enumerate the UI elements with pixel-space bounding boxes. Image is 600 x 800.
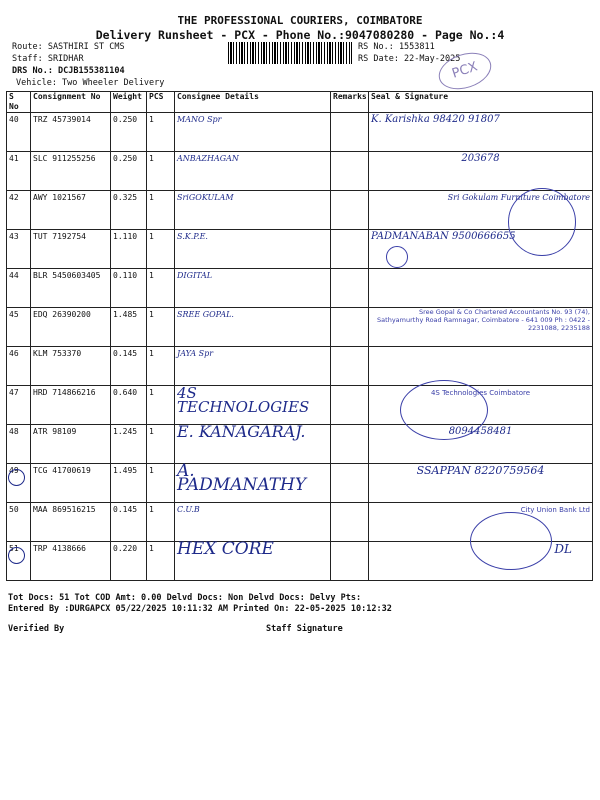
table-row <box>7 230 593 269</box>
remarks <box>331 386 369 425</box>
pcs: 1 <box>147 464 175 503</box>
circle-mark-icon <box>8 469 25 486</box>
rs-number: RS No.: 1553811 <box>358 42 435 52</box>
table-header-row <box>7 92 593 113</box>
col-consignment-no: Consignment No <box>31 92 111 113</box>
weight: 1.485 <box>111 308 147 347</box>
sno: 47 <box>7 386 31 425</box>
sno-value: 49 <box>9 466 19 475</box>
consignment-no: ATR 98109 <box>31 425 111 464</box>
consignee-details: SREE GOPAL. <box>175 308 331 347</box>
pcs: 1 <box>147 113 175 152</box>
consignment-no: TUT 7192754 <box>31 230 111 269</box>
weight: 0.220 <box>111 542 147 581</box>
sno: 48 <box>7 425 31 464</box>
sno-value: 51 <box>9 544 19 553</box>
table-row <box>7 269 593 308</box>
consignment-no: AWY 1021567 <box>31 191 111 230</box>
weight: 0.145 <box>111 503 147 542</box>
table-row <box>7 425 593 464</box>
col-sno: S No <box>7 92 31 113</box>
weight: 0.640 <box>111 386 147 425</box>
table-row <box>7 191 593 230</box>
seal-signature <box>369 269 593 308</box>
sno: 46 <box>7 347 31 386</box>
bank-seal-icon <box>470 512 552 570</box>
remarks <box>331 347 369 386</box>
consignment-no: SLC 911255256 <box>31 152 111 191</box>
table-row <box>7 464 593 503</box>
sno: 43 <box>7 230 31 269</box>
consignment-no: BLR 5450603405 <box>31 269 111 308</box>
seal-signature: 4S Technologies Coimbatore <box>369 386 593 425</box>
remarks <box>331 230 369 269</box>
rs-date: RS Date: 22-May-2025 <box>358 54 461 64</box>
table-row <box>7 308 593 347</box>
small-circle-icon <box>386 246 408 268</box>
staff-signature: Staff Signature <box>266 624 343 634</box>
remarks <box>331 308 369 347</box>
consignee-details: ANBAZHAGAN <box>175 152 331 191</box>
seal-signature <box>369 347 593 386</box>
company-name: THE PROFESSIONAL COURIERS, COIMBATORE <box>177 14 423 27</box>
seal-signature: 8094458481 <box>369 425 593 464</box>
remarks <box>331 503 369 542</box>
consignment-no: HRD 714866216 <box>31 386 111 425</box>
barcode <box>228 42 352 64</box>
vehicle: Vehicle: Two Wheeler Delivery <box>16 78 165 88</box>
pcs: 1 <box>147 503 175 542</box>
remarks <box>331 542 369 581</box>
consignee-details: JAYA Spr <box>175 347 331 386</box>
sno <box>7 464 31 503</box>
route: Route: SASTHIRI ST CMS <box>12 42 125 52</box>
col-pcs: PCS <box>147 92 175 113</box>
consignee-details: 4S TECHNOLOGIES <box>175 386 331 425</box>
consignee-details: S.K.P.E. <box>175 230 331 269</box>
remarks <box>331 464 369 503</box>
col-seal-signature: Seal & Signature <box>369 92 593 113</box>
weight: 0.325 <box>111 191 147 230</box>
consignment-no: EDQ 26390200 <box>31 308 111 347</box>
pcx-stamp: PCX <box>434 46 496 95</box>
drs-number: DRS No.: DCJB155381104 <box>12 66 125 76</box>
entered-by-line: Entered By :DURGAPCX 05/22/2025 10:11:32 AM Printed On: 22-05-2025 10:12:32 <box>8 604 392 614</box>
consignment-no: KLM 753370 <box>31 347 111 386</box>
weight: 1.110 <box>111 230 147 269</box>
col-remarks: Remarks <box>331 92 369 113</box>
pcs: 1 <box>147 269 175 308</box>
pcs: 1 <box>147 308 175 347</box>
seal-signature: Sri Gokulam Furniture Coimbatore <box>369 191 593 230</box>
sno: 40 <box>7 113 31 152</box>
sno: 45 <box>7 308 31 347</box>
pcs: 1 <box>147 425 175 464</box>
seal-signature: K. Karishka 98420 91807 <box>369 113 593 152</box>
remarks <box>331 425 369 464</box>
remarks <box>331 152 369 191</box>
weight: 1.245 <box>111 425 147 464</box>
sno: 50 <box>7 503 31 542</box>
consignment-no: TRZ 45739014 <box>31 113 111 152</box>
table-row <box>7 347 593 386</box>
totals-line: Tot Docs: 51 Tot COD Amt: 0.00 Delvd Docs: Non Delvd Docs: Delvy Pts: <box>8 593 362 603</box>
pcs: 1 <box>147 386 175 425</box>
consignee-details: MANO Spr <box>175 113 331 152</box>
weight: 0.110 <box>111 269 147 308</box>
runsheet-table <box>6 91 593 581</box>
consignee-details: DIGITAL <box>175 269 331 308</box>
gokulam-seal-icon <box>508 188 576 256</box>
seal-signature: Sree Gopal & Co Chartered Accountants No. 93 (74), Sathyamurthy Road Ramnagar, Coimbatore - 641 009 Ph : 0422 - 2231088, 2235188 <box>369 308 593 347</box>
sno: 42 <box>7 191 31 230</box>
table-row <box>7 113 593 152</box>
seal-signature: 203678 <box>369 152 593 191</box>
pcs: 1 <box>147 191 175 230</box>
col-consignee: Consignee Details <box>175 92 331 113</box>
weight: 1.495 <box>111 464 147 503</box>
seal-signature: DL <box>369 542 593 581</box>
technologies-seal-icon <box>400 380 488 440</box>
seal-signature: PADMANABAN 9500666655 <box>369 230 593 269</box>
circle-mark-icon <box>8 547 25 564</box>
table-row <box>7 152 593 191</box>
table-row <box>7 386 593 425</box>
weight: 0.250 <box>111 152 147 191</box>
seal-signature: City Union Bank Ltd <box>369 503 593 542</box>
consignee-details: SriGOKULAM <box>175 191 331 230</box>
pcs: 1 <box>147 542 175 581</box>
weight: 0.145 <box>111 347 147 386</box>
pcs: 1 <box>147 152 175 191</box>
staff: Staff: SRIDHAR <box>12 54 84 64</box>
consignee-details: A. PADMANATHY <box>175 464 331 503</box>
pcs: 1 <box>147 230 175 269</box>
consignee-details: HEX CORE <box>175 542 331 581</box>
consignment-no: MAA 869516215 <box>31 503 111 542</box>
consignee-details: E. KANAGARAJ. <box>175 425 331 464</box>
sno: 41 <box>7 152 31 191</box>
verified-by: Verified By <box>8 624 65 634</box>
pcs: 1 <box>147 347 175 386</box>
remarks <box>331 191 369 230</box>
runsheet-title: Delivery Runsheet - PCX - Phone No.:9047080280 - Page No.:4 <box>95 28 505 42</box>
consignment-no: TCG 41700619 <box>31 464 111 503</box>
col-weight: Weight <box>111 92 147 113</box>
consignment-no: TRP 4138666 <box>31 542 111 581</box>
seal-signature: SSAPPAN 8220759564 <box>369 464 593 503</box>
remarks <box>331 113 369 152</box>
sno <box>7 542 31 581</box>
weight: 0.250 <box>111 113 147 152</box>
sno: 44 <box>7 269 31 308</box>
remarks <box>331 269 369 308</box>
consignee-details: C.U.B <box>175 503 331 542</box>
